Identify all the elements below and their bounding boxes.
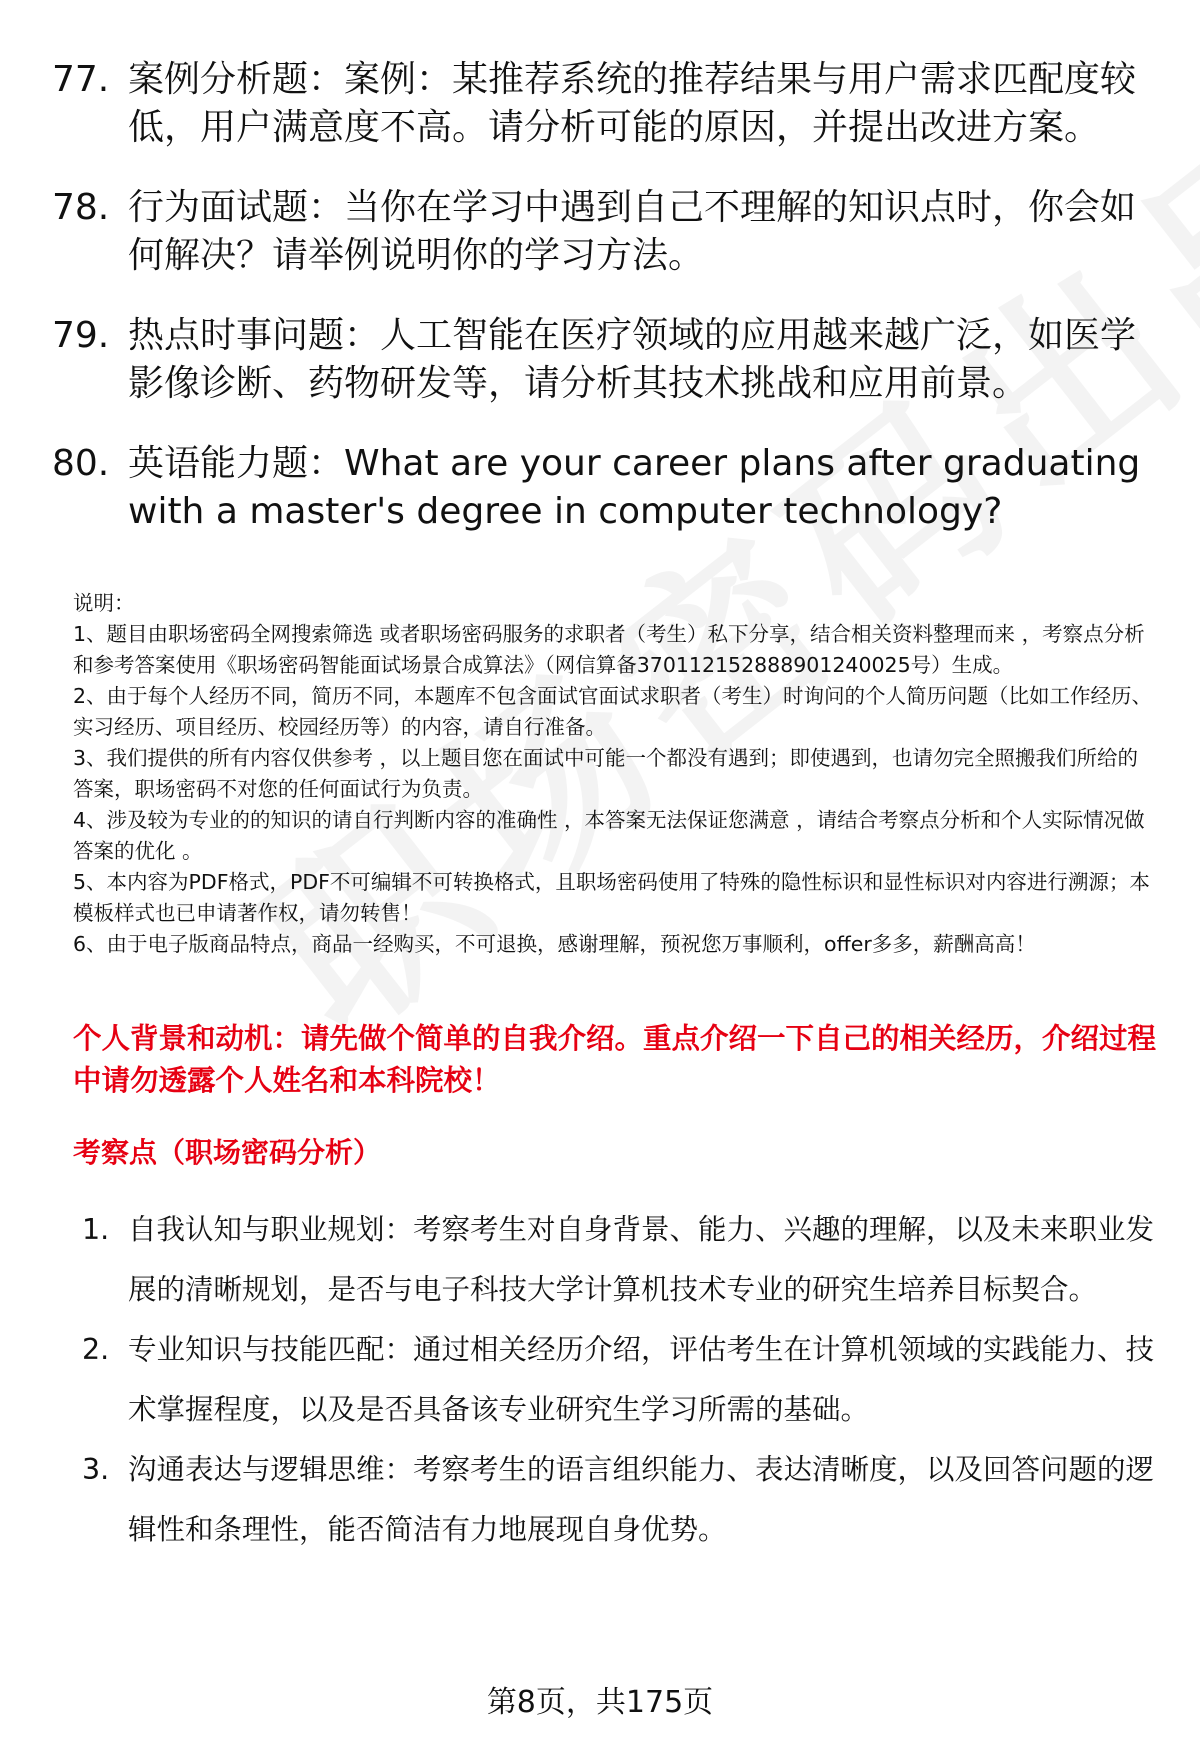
analysis-point xyxy=(82,1320,1162,1440)
question-text: 行为面试题：当你在学习中遇到自己不理解的知识点时，你会如何解决？请举例说明你的学习方法。 xyxy=(128,187,1137,276)
question-item xyxy=(52,56,1162,152)
analysis-point xyxy=(82,1200,1162,1320)
note-item: 3、我们提供的所有内容仅供参考 ，以上题目您在面试中可能一个都没有遇到；即使遇到，也请勿完全照搬我们所给的答案，职场密码不对您的任何面试行为负责。 xyxy=(73,746,1139,801)
question-number: 77. xyxy=(52,59,110,100)
note-item: 5、本内容为PDF格式，PDF不可编辑不可转换格式，且职场密码使用了特殊的隐性标识和显性标识对内容进行溯源；本模板样式也已申请著作权，请勿转售！ xyxy=(73,870,1150,925)
point-number: 1. xyxy=(82,1213,110,1246)
question-number: 78. xyxy=(52,187,110,228)
question-number: 79. xyxy=(52,315,110,356)
question-text: 热点时事问题：人工智能在医疗领域的应用越来越广泛，如医学影像诊断、药物研发等，请分析其技术挑战和应用前景。 xyxy=(128,315,1137,404)
question-number: 80. xyxy=(52,443,110,484)
note-item: 6、由于电子版商品特点，商品一经购买，不可退换，感谢理解，预祝您万事顺利，offer多多，薪酬高高！ xyxy=(73,932,1036,956)
analysis-heading: 考察点（职场密码分析） xyxy=(73,1136,382,1169)
note-item: 2、由于每个人经历不同，简历不同，本题库不包含面试官面试求职者（考生）时询问的个人简历问题（比如工作经历、实习经历、项目经历、校园经历等）的内容，请自行准备。 xyxy=(73,684,1153,739)
point-number: 3. xyxy=(82,1453,110,1486)
question-item xyxy=(52,184,1162,280)
point-text: 专业知识与技能匹配：通过相关经历介绍，评估考生在计算机领域的实践能力、技术掌握程度，以及是否具备该专业研究生学习所需的基础。 xyxy=(128,1333,1155,1426)
point-text: 自我认知与职业规划：考察考生对自身背景、能力、兴趣的理解，以及未来职业发展的清晰规划，是否与电子科技大学计算机技术专业的研究生培养目标契合。 xyxy=(128,1213,1155,1306)
question-item xyxy=(52,312,1162,408)
analysis-point xyxy=(82,1440,1162,1560)
analysis-points xyxy=(82,1200,1162,1560)
point-text: 沟通表达与逻辑思维：考察考生的语言组织能力、表达清晰度，以及回答问题的逻辑性和条理性，能否简洁有力地展现自身优势。 xyxy=(128,1453,1155,1546)
question-list xyxy=(52,56,1162,568)
question-item xyxy=(52,440,1162,536)
notes-title: 说明： xyxy=(73,591,135,615)
question-text: 案例分析题：案例：某推荐系统的推荐结果与用户需求匹配度较低，用户满意度不高。请分析可能的原因，并提出改进方案。 xyxy=(128,59,1137,148)
note-item: 1、题目由职场密码全网搜索筛选 或者职场密码服务的求职者（考生）私下分享，结合相关资料整理而来 ，考察点分析和参考答案使用《职场密码智能面试场景合成算法》（网信算备370112152888901240025号）生成。 xyxy=(73,622,1145,677)
note-item: 4、涉及较为专业的的知识的请自行判断内容的准确性 ，本答案无法保证您满意 ，请结合考察点分析和个人实际情况做答案的优化 。 xyxy=(73,808,1145,863)
page-number: 第8页，共175页 xyxy=(486,1685,714,1720)
background-question-heading: 个人背景和动机：请先做个简单的自我介绍。重点介绍一下自己的相关经历，介绍过程中请勿透露个人姓名和本科院校！ xyxy=(73,1022,1157,1097)
notes-section xyxy=(73,588,1153,960)
question-text: 英语能力题：What are your career plans after graduating with a master's degree in computer technology? xyxy=(128,443,1141,532)
point-number: 2. xyxy=(82,1333,110,1366)
